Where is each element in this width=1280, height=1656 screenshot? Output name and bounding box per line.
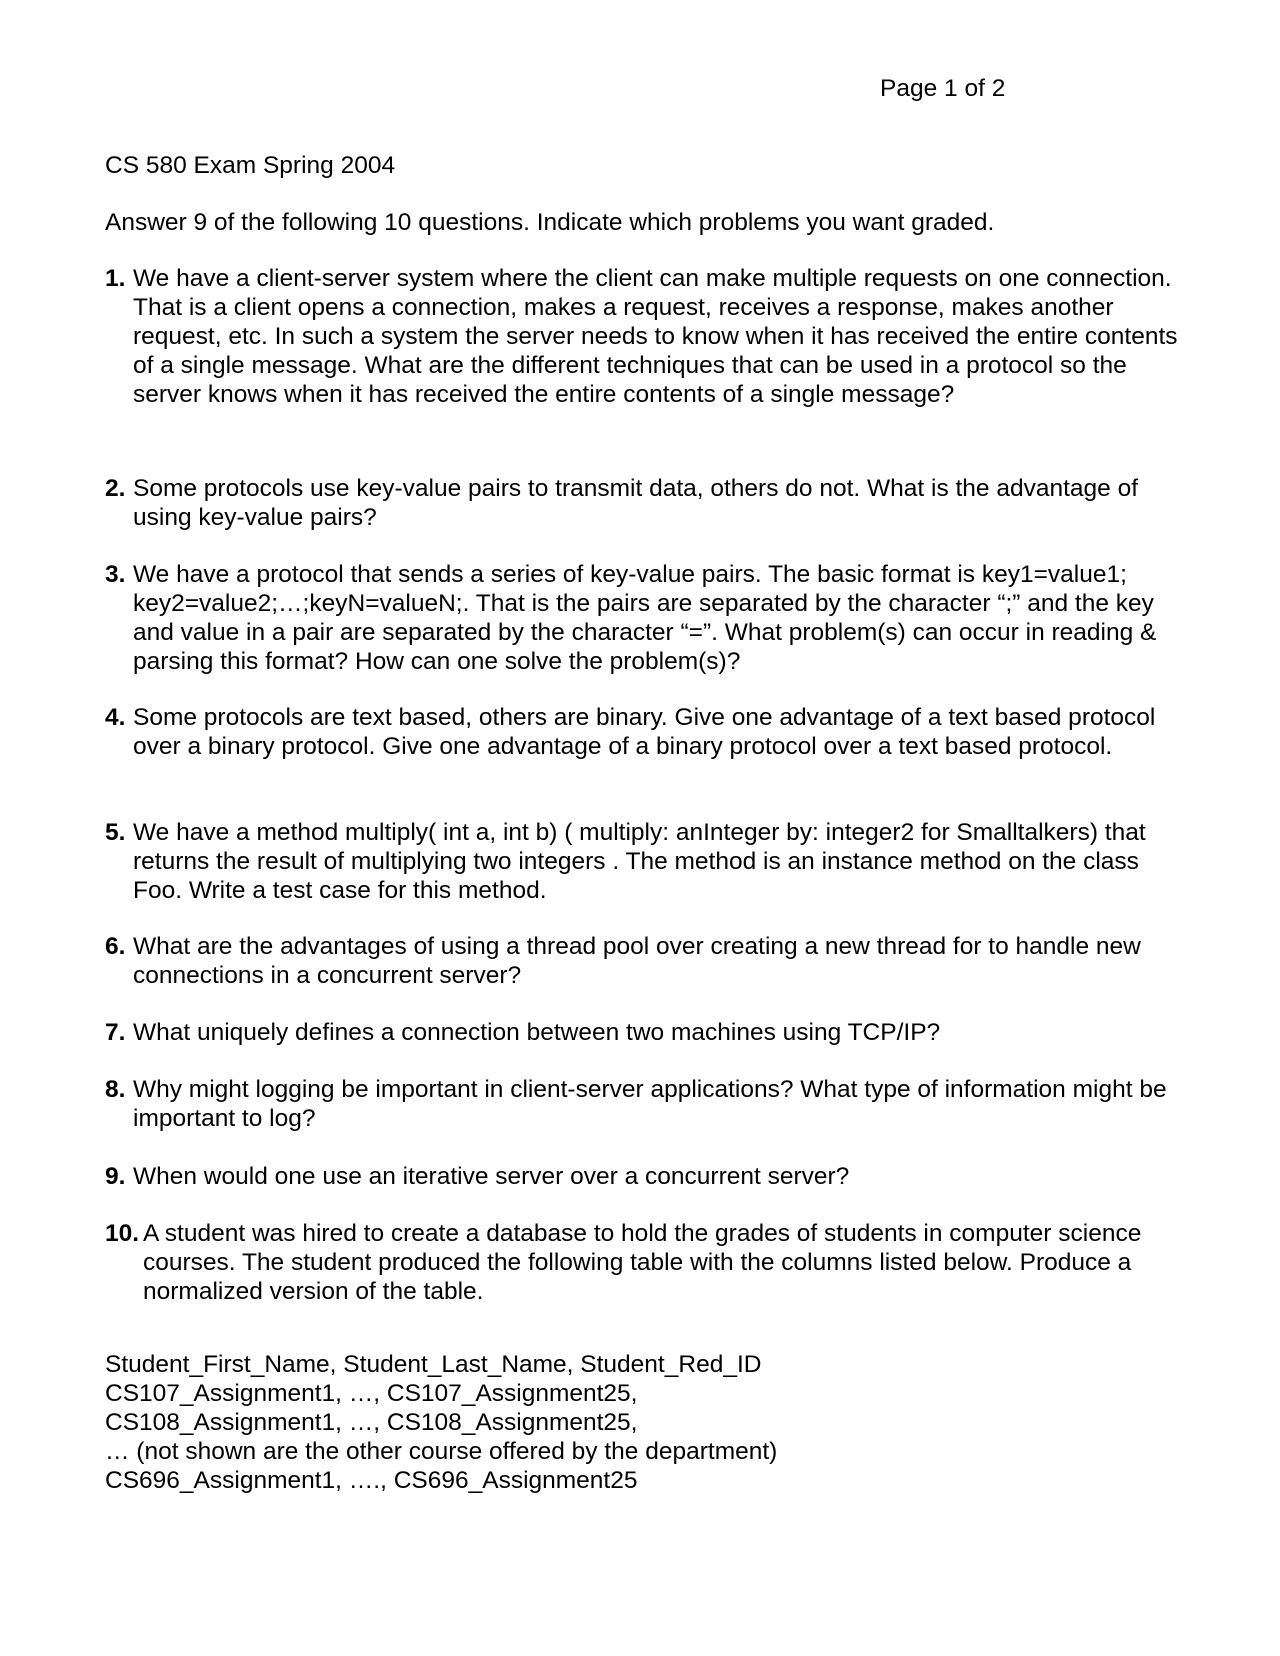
exam-instructions: Answer 9 of the following 10 questions. Indicate which problems you want graded. xyxy=(105,209,995,236)
question-number: 4. xyxy=(105,704,126,731)
question-9 xyxy=(105,1162,1180,1191)
question-text: We have a client-server system where the client can make multiple requests on one connection. That is a client opens a connection, makes a request, receives a response, makes another request, etc. In such a system the server needs to know when it has received the entire contents of a single message. What are the different techniques that can be used in a protocol so the server knows when it has received the entire contents of a single message? xyxy=(133,265,1178,408)
question-text: Some protocols use key-value pairs to transmit data, others do not. What is the advantage of using key-value pairs? xyxy=(133,475,1139,531)
question-number: 5. xyxy=(105,819,126,846)
question-text: What uniquely defines a connection between two machines using TCP/IP? xyxy=(133,1019,941,1046)
question-3 xyxy=(105,560,1180,676)
question-number: 6. xyxy=(105,933,126,960)
table-columns-line: CS696_Assignment1, …., CS696_Assignment25 xyxy=(105,1467,638,1494)
question-text: What are the advantages of using a thread pool over creating a new thread for to handle new connections in a concurrent server? xyxy=(133,933,1141,989)
question-number: 10. xyxy=(105,1220,140,1247)
question-number: 9. xyxy=(105,1163,126,1190)
question-number: 7. xyxy=(105,1019,126,1046)
question-text: We have a protocol that sends a series of key-value pairs. The basic format is key1=value1; key2=value2;…;keyN=valueN;. That is the pairs are separated by the character “;” and the key and value in a pair are separated by the character “=”. What problem(s) can occur in reading & parsing this format? How can one solve the problem(s)? xyxy=(133,561,1157,675)
question-text: When would one use an iterative server over a concurrent server? xyxy=(133,1163,850,1190)
question-8 xyxy=(105,1075,1180,1133)
question-text: Why might logging be important in client-server applications? What type of information might be important to log? xyxy=(133,1076,1167,1132)
question-number: 1. xyxy=(105,265,126,292)
question-text: Some protocols are text based, others are binary. Give one advantage of a text based protocol over a binary protocol. Give one advantage of a binary protocol over a text based protocol. xyxy=(133,704,1156,760)
question-text: A student was hired to create a database to hold the grades of students in computer science courses. The student produced the following table with the columns listed below. Produce a normalized version of the table. xyxy=(143,1220,1142,1305)
question-6 xyxy=(105,932,1180,990)
table-columns-line: CS108_Assignment1, …, CS108_Assignment25, xyxy=(105,1409,638,1436)
question-text: We have a method multiply( int a, int b) ( multiply: anInteger by: integer2 for Smalltalkers) that returns the result of multiplying two integers . The method is an instance method on the class Foo. Write a test case for this method. xyxy=(133,819,1146,904)
question-number: 8. xyxy=(105,1076,126,1103)
exam-title: CS 580 Exam Spring 2004 xyxy=(105,152,396,179)
table-columns-line: Student_First_Name, Student_Last_Name, Student_Red_ID xyxy=(105,1351,762,1378)
question-1 xyxy=(105,264,1180,409)
table-columns-line: CS107_Assignment1, …, CS107_Assignment25, xyxy=(105,1380,638,1407)
table-columns-line: … (not shown are the other course offered by the department) xyxy=(105,1438,778,1465)
question-2 xyxy=(105,474,1180,532)
question-number: 2. xyxy=(105,475,126,502)
page-number: Page 1 of 2 xyxy=(880,75,1006,102)
question-5 xyxy=(105,818,1180,905)
question-4 xyxy=(105,703,1180,761)
question-number: 3. xyxy=(105,561,126,588)
question-7 xyxy=(105,1018,1180,1047)
table-columns-list xyxy=(105,1350,777,1495)
question-10 xyxy=(105,1219,1180,1306)
